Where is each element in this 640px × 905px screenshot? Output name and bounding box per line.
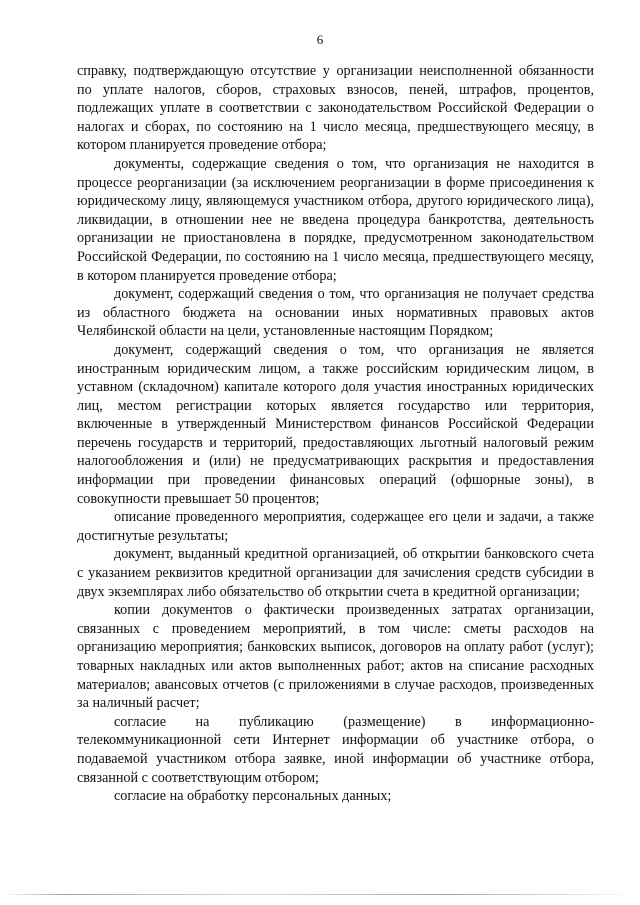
page-number: 6 (316, 32, 324, 47)
paragraph-event-description: описание проведенного мероприятия, содержащее его цели и задачи, а также достигнутые результаты; (77, 509, 594, 544)
paragraph-personal-data-consent: согласие на обработку персональных данных; (114, 788, 392, 805)
paragraph-reorganization-documents: документы, содержащие сведения о том, что организация не находится в процессе реорганизации (за исключением реорганизации в форме присоединения к юридическому лицу, являющемуся участником отбора, другого юридического лица), ликвидации, в отношении нее не введена процедура банкротства, деятельность организации не приостановлена в порядке, предусмотренном законодательством Российской Федерации, по состоянию на 1 число месяца, предшествующего месяцу, в котором планируется проведение отбора; (77, 155, 594, 284)
paragraph-publication-consent: согласие на публикацию (размещение) в информационно-телекоммуникационной сети Интернет информации об участнике отбора, о подаваемой участником отбора заявке, иной информации об участнике отбора, связанной с соответствующим отбором; (77, 713, 594, 786)
paragraph-bank-account-document: документ, выданный кредитной организацией, об открытии банковского счета с указанием реквизитов кредитной организации для зачисления средств субсидии в двух экземплярах либо обязательство об открытии счета в кредитной организации; (77, 546, 594, 600)
paragraph-expense-documents: копии документов о фактически произведенных затратах организации, связанных с проведением мероприятий, в том числе: сметы расходов на организацию мероприятия; банковских выписок, договоров на оплату работ (услуг); товарных накладных или актов выполненных работ; актов на списание расходных материалов; авансовых отчетов (с приложениями в случае расходов, произведенных за наличный расчет; (77, 602, 594, 712)
paragraph-tax-certificate: справку, подтверждающую отсутствие у организации неисполненной обязанности по уплате налогов, сборов, страховых взносов, пеней, штрафов, процентов, подлежащих уплате в соответствии с законодательством Российской Федерации о налогах и сборах, по состоянию на 1 число месяца, предшествующего месяцу, в котором планируется проведение отбора; (77, 63, 594, 154)
paragraph-foreign-entity-document: документ, содержащий сведения о том, что организация не является иностранным юридическим лицом, а также российским юридическим лицом, в уставном (складочном) капитале которого доля участия иностранных юридических лиц, местом регистрации которых является государство или территория, включенные в утвержденный Министерством финансов Российской Федерации перечень государств и территорий, предоставляющих льготный налоговый режим налогообложения и (или) не предусматривающих раскрытия и предоставления информации при проведении финансовых операций (офшорные зоны), в совокупности превышает 50 процентов; (77, 341, 594, 507)
paragraph-regional-budget-document: документ, содержащий сведения о том, что организация не получает средства из областного бюджета на основании иных нормативных правовых актов Челябинской области на цели, установленные настоящим Порядком; (77, 286, 594, 340)
document-body (77, 62, 594, 806)
scan-edge-line (0, 894, 640, 895)
